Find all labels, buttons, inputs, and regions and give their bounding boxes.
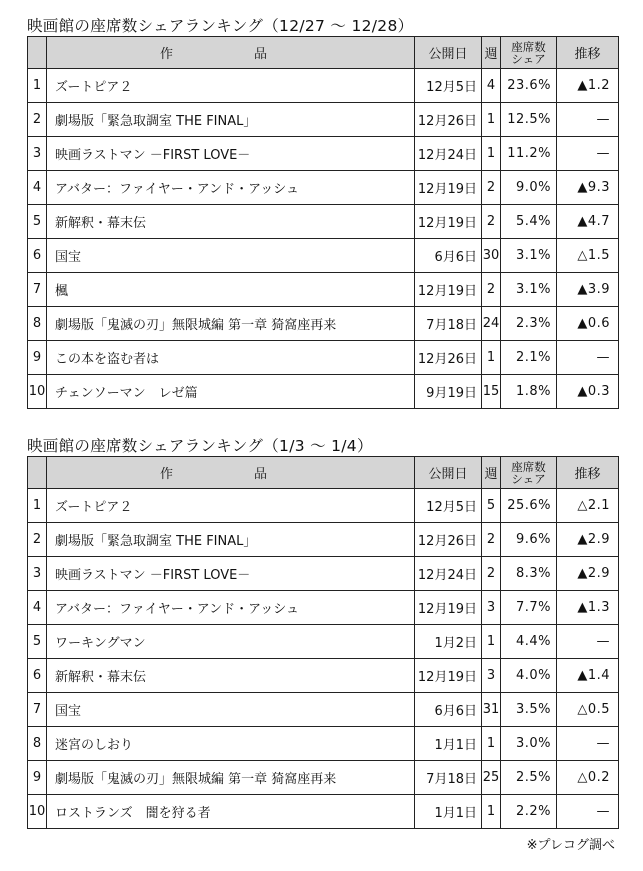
- table-row: [28, 591, 619, 625]
- table-row: [28, 239, 619, 273]
- share-cell: 3.1%: [501, 239, 557, 273]
- week-cell: 2: [482, 171, 501, 205]
- header-date: 公開日: [415, 37, 482, 69]
- header-rank: [28, 37, 47, 69]
- header-title: [47, 457, 415, 489]
- share-cell: 12.5%: [501, 103, 557, 137]
- week-cell: 2: [482, 557, 501, 591]
- share-cell: 8.3%: [501, 557, 557, 591]
- trend-cell: ▲9.3: [557, 171, 619, 205]
- week-cell: 1: [482, 103, 501, 137]
- trend-cell: ▲1.3: [557, 591, 619, 625]
- week-cell: 1: [482, 727, 501, 761]
- title-cell: チェンソーマン レゼ篇: [47, 375, 415, 409]
- share-cell: 4.4%: [501, 625, 557, 659]
- header-title-label: 作 品: [159, 47, 301, 62]
- date-cell: 1月1日: [415, 727, 482, 761]
- share-cell: 1.8%: [501, 375, 557, 409]
- trend-cell: ▲2.9: [557, 557, 619, 591]
- share-cell: 4.0%: [501, 659, 557, 693]
- ranking-table-1: [27, 36, 619, 409]
- week-cell: 2: [482, 205, 501, 239]
- rank-cell: 9: [28, 341, 47, 375]
- date-cell: 12月19日: [415, 171, 482, 205]
- table-row: [28, 693, 619, 727]
- table-row: [28, 727, 619, 761]
- trend-cell: —: [557, 103, 619, 137]
- title-cell: この本を盗む者は: [47, 341, 415, 375]
- header-week: 週: [482, 37, 501, 69]
- header-share-line2: シェア: [511, 471, 546, 486]
- title-cell: ロストランズ 闇を狩る者: [47, 795, 415, 829]
- week-cell: 5: [482, 489, 501, 523]
- date-cell: 12月19日: [415, 273, 482, 307]
- table-row: [28, 523, 619, 557]
- title-cell: 映画ラストマン －FIRST LOVE－: [47, 137, 415, 171]
- trend-cell: —: [557, 341, 619, 375]
- share-cell: 5.4%: [501, 205, 557, 239]
- title-cell: アバター：ファイヤー・アンド・アッシュ: [47, 171, 415, 205]
- table-row: [28, 69, 619, 103]
- title-cell: 迷宮のしおり: [47, 727, 415, 761]
- trend-cell: ▲0.3: [557, 375, 619, 409]
- week-cell: 3: [482, 591, 501, 625]
- rank-cell: 7: [28, 693, 47, 727]
- date-cell: 12月26日: [415, 341, 482, 375]
- week-cell: 30: [482, 239, 501, 273]
- trend-cell: △0.2: [557, 761, 619, 795]
- date-cell: 12月19日: [415, 659, 482, 693]
- rank-cell: 3: [28, 557, 47, 591]
- week-cell: 3: [482, 659, 501, 693]
- trend-cell: △0.5: [557, 693, 619, 727]
- date-cell: 12月5日: [415, 69, 482, 103]
- date-cell: 6月6日: [415, 239, 482, 273]
- table-row: [28, 761, 619, 795]
- date-cell: 6月6日: [415, 693, 482, 727]
- share-cell: 2.1%: [501, 341, 557, 375]
- trend-cell: —: [557, 137, 619, 171]
- trend-cell: ▲1.4: [557, 659, 619, 693]
- share-cell: 2.5%: [501, 761, 557, 795]
- date-cell: 12月26日: [415, 523, 482, 557]
- date-cell: 1月2日: [415, 625, 482, 659]
- week-cell: 25: [482, 761, 501, 795]
- title-cell: 国宝: [47, 239, 415, 273]
- rank-cell: 5: [28, 625, 47, 659]
- rank-cell: 2: [28, 103, 47, 137]
- table-row: [28, 205, 619, 239]
- table-row: [28, 341, 619, 375]
- date-cell: 12月5日: [415, 489, 482, 523]
- title-cell: 楓: [47, 273, 415, 307]
- rank-cell: 7: [28, 273, 47, 307]
- title-cell: 劇場版「緊急取調室 THE FINAL」: [47, 523, 415, 557]
- rank-cell: 10: [28, 375, 47, 409]
- table-row: [28, 489, 619, 523]
- rank-cell: 1: [28, 69, 47, 103]
- title-cell: ズートピア２: [47, 489, 415, 523]
- week-cell: 1: [482, 341, 501, 375]
- rank-cell: 1: [28, 489, 47, 523]
- table-row: [28, 557, 619, 591]
- table-row: [28, 307, 619, 341]
- header-trend: 推移: [557, 37, 619, 69]
- trend-cell: ▲1.2: [557, 69, 619, 103]
- header-row: [28, 457, 619, 489]
- header-rank: [28, 457, 47, 489]
- rank-cell: 3: [28, 137, 47, 171]
- title-cell: 新解釈・幕末伝: [47, 205, 415, 239]
- share-cell: 3.5%: [501, 693, 557, 727]
- ranking-table-2: [27, 456, 619, 829]
- table-title-2: 映画館の座席数シェアランキング（1/3 ～ 1/4）: [27, 437, 373, 455]
- date-cell: 12月19日: [415, 591, 482, 625]
- rank-cell: 8: [28, 307, 47, 341]
- header-date: 公開日: [415, 457, 482, 489]
- table-row: [28, 137, 619, 171]
- title-cell: アバター：ファイヤー・アンド・アッシュ: [47, 591, 415, 625]
- header-title: [47, 37, 415, 69]
- trend-cell: ▲2.9: [557, 523, 619, 557]
- header-share-line1: 座席数: [511, 459, 546, 474]
- title-cell: ワーキングマン: [47, 625, 415, 659]
- rank-cell: 5: [28, 205, 47, 239]
- rank-cell: 6: [28, 659, 47, 693]
- table-row: [28, 171, 619, 205]
- trend-cell: ▲4.7: [557, 205, 619, 239]
- table-row: [28, 273, 619, 307]
- header-share-line2: シェア: [511, 51, 546, 66]
- title-cell: 国宝: [47, 693, 415, 727]
- share-cell: 9.0%: [501, 171, 557, 205]
- rank-cell: 2: [28, 523, 47, 557]
- header-share: [501, 457, 557, 489]
- header-title-label: 作 品: [159, 467, 301, 482]
- rank-cell: 4: [28, 171, 47, 205]
- title-cell: 劇場版「鬼滅の刃」無限城編 第一章 猗窩座再来: [47, 761, 415, 795]
- source-note: ※プレコグ調べ: [526, 838, 615, 853]
- week-cell: 1: [482, 625, 501, 659]
- date-cell: 12月19日: [415, 205, 482, 239]
- week-cell: 4: [482, 69, 501, 103]
- date-cell: 1月1日: [415, 795, 482, 829]
- rank-cell: 4: [28, 591, 47, 625]
- date-cell: 12月26日: [415, 103, 482, 137]
- share-cell: 2.2%: [501, 795, 557, 829]
- table-row: [28, 625, 619, 659]
- rank-cell: 6: [28, 239, 47, 273]
- date-cell: 9月19日: [415, 375, 482, 409]
- week-cell: 1: [482, 795, 501, 829]
- table-body-2: [28, 489, 619, 829]
- table-row: [28, 103, 619, 137]
- title-cell: 映画ラストマン －FIRST LOVE－: [47, 557, 415, 591]
- trend-cell: ▲0.6: [557, 307, 619, 341]
- week-cell: 1: [482, 137, 501, 171]
- title-cell: 劇場版「鬼滅の刃」無限城編 第一章 猗窩座再来: [47, 307, 415, 341]
- trend-cell: △1.5: [557, 239, 619, 273]
- header-row: [28, 37, 619, 69]
- trend-cell: —: [557, 795, 619, 829]
- week-cell: 24: [482, 307, 501, 341]
- week-cell: 2: [482, 273, 501, 307]
- title-cell: ズートピア２: [47, 69, 415, 103]
- header-week: 週: [482, 457, 501, 489]
- share-cell: 3.0%: [501, 727, 557, 761]
- title-cell: 劇場版「緊急取調室 THE FINAL」: [47, 103, 415, 137]
- date-cell: 7月18日: [415, 761, 482, 795]
- rank-cell: 8: [28, 727, 47, 761]
- rank-cell: 9: [28, 761, 47, 795]
- header-share-line1: 座席数: [511, 39, 546, 54]
- share-cell: 7.7%: [501, 591, 557, 625]
- share-cell: 2.3%: [501, 307, 557, 341]
- share-cell: 25.6%: [501, 489, 557, 523]
- trend-cell: △2.1: [557, 489, 619, 523]
- share-cell: 11.2%: [501, 137, 557, 171]
- table-row: [28, 795, 619, 829]
- title-cell: 新解釈・幕末伝: [47, 659, 415, 693]
- week-cell: 2: [482, 523, 501, 557]
- trend-cell: —: [557, 727, 619, 761]
- week-cell: 15: [482, 375, 501, 409]
- table-title-1: 映画館の座席数シェアランキング（12/27 ～ 12/28）: [27, 17, 414, 35]
- header-share: [501, 37, 557, 69]
- date-cell: 7月18日: [415, 307, 482, 341]
- week-cell: 31: [482, 693, 501, 727]
- trend-cell: —: [557, 625, 619, 659]
- date-cell: 12月24日: [415, 557, 482, 591]
- rank-cell: 10: [28, 795, 47, 829]
- table-row: [28, 375, 619, 409]
- date-cell: 12月24日: [415, 137, 482, 171]
- share-cell: 9.6%: [501, 523, 557, 557]
- share-cell: 23.6%: [501, 69, 557, 103]
- header-trend: 推移: [557, 457, 619, 489]
- trend-cell: ▲3.9: [557, 273, 619, 307]
- share-cell: 3.1%: [501, 273, 557, 307]
- table-row: [28, 659, 619, 693]
- table-body-1: [28, 69, 619, 409]
